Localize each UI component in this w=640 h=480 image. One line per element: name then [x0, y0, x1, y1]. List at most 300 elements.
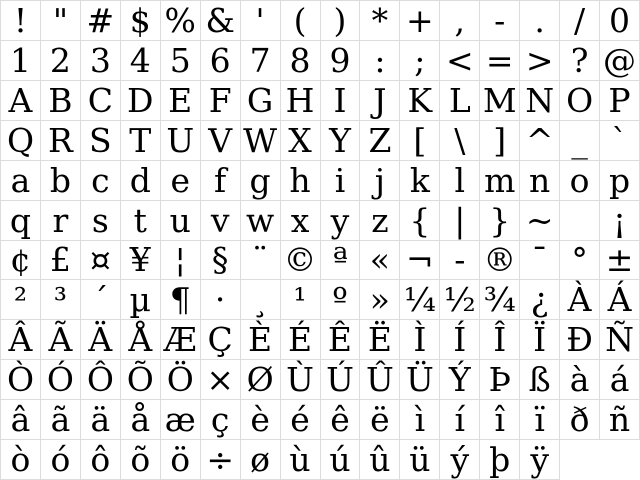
glyph-cell[interactable] — [281, 320, 321, 360]
glyph-cell[interactable] — [241, 121, 281, 161]
glyph-cell[interactable] — [321, 440, 361, 480]
glyph-cell[interactable] — [281, 41, 321, 81]
glyph-cell[interactable] — [41, 320, 81, 360]
glyph-cell[interactable] — [480, 1, 520, 41]
glyph-cell[interactable] — [281, 81, 321, 121]
glyph: ß — [528, 360, 551, 400]
glyph: ð — [569, 400, 590, 440]
glyph-cell[interactable] — [1, 280, 41, 320]
glyph: 6 — [209, 40, 231, 80]
glyph-cell[interactable] — [121, 81, 161, 121]
glyph: ª — [332, 240, 348, 280]
glyph-cell[interactable] — [480, 201, 520, 241]
glyph: ½ — [443, 280, 476, 320]
glyph-cell[interactable] — [121, 1, 161, 41]
glyph-cell[interactable] — [560, 1, 600, 41]
glyph-cell[interactable] — [161, 161, 201, 201]
glyph-cell[interactable] — [480, 440, 520, 480]
glyph-cell[interactable] — [161, 280, 201, 320]
glyph-cell[interactable] — [161, 241, 201, 281]
glyph: y — [330, 200, 350, 240]
glyph-cell[interactable] — [1, 241, 41, 281]
glyph-cell[interactable] — [201, 320, 241, 360]
glyph: 2 — [49, 40, 71, 80]
glyph: Æ — [163, 320, 197, 360]
glyph: O — [566, 80, 594, 120]
glyph-cell[interactable] — [281, 280, 321, 320]
glyph-cell[interactable] — [161, 41, 201, 81]
glyph: « — [369, 240, 390, 280]
glyph: T — [129, 120, 152, 160]
glyph-cell[interactable] — [81, 280, 121, 320]
glyph-cell[interactable] — [81, 440, 121, 480]
glyph-cell[interactable] — [1, 41, 41, 81]
glyph-cell[interactable] — [560, 121, 600, 161]
glyph-cell[interactable] — [400, 400, 440, 440]
glyph: Ü — [405, 360, 434, 400]
glyph-cell[interactable] — [600, 41, 640, 81]
glyph-cell[interactable] — [1, 400, 41, 440]
glyph-cell[interactable] — [400, 41, 440, 81]
glyph-cell[interactable] — [400, 201, 440, 241]
glyph-cell[interactable] — [440, 201, 480, 241]
glyph: t — [133, 200, 147, 240]
glyph-cell[interactable] — [480, 81, 520, 121]
glyph-cell[interactable] — [520, 201, 560, 241]
glyph-cell[interactable] — [360, 81, 400, 121]
glyph-cell[interactable] — [81, 241, 121, 281]
glyph-cell[interactable] — [81, 121, 121, 161]
glyph-cell[interactable] — [400, 280, 440, 320]
glyph: ¨ — [251, 240, 269, 280]
glyph-cell[interactable] — [201, 161, 241, 201]
glyph: & — [205, 1, 235, 40]
glyph-cell[interactable] — [321, 241, 361, 281]
glyph-cell[interactable] — [560, 280, 600, 320]
glyph: - — [454, 240, 466, 280]
glyph-cell[interactable] — [520, 280, 560, 320]
glyph: [ — [413, 120, 427, 160]
glyph: ¸ — [251, 280, 269, 320]
glyph: ö — [170, 440, 191, 480]
glyph-cell[interactable] — [1, 161, 41, 201]
glyph-cell[interactable] — [560, 241, 600, 281]
glyph-cell[interactable] — [41, 161, 81, 201]
glyph-cell[interactable] — [400, 81, 440, 121]
glyph-cell[interactable] — [241, 241, 281, 281]
glyph: ý — [450, 440, 470, 480]
glyph-cell[interactable] — [440, 241, 480, 281]
glyph: A — [8, 80, 33, 120]
glyph-cell[interactable] — [81, 81, 121, 121]
empty-area — [600, 440, 640, 480]
glyph: Þ — [488, 360, 511, 400]
glyph: B — [48, 80, 73, 120]
glyph-cell[interactable] — [321, 400, 361, 440]
glyph: + — [406, 1, 434, 40]
glyph-cell[interactable] — [81, 1, 121, 41]
glyph-cell[interactable] — [321, 280, 361, 320]
glyph-cell[interactable] — [520, 360, 560, 400]
glyph-cell[interactable] — [520, 241, 560, 281]
glyph-cell[interactable] — [440, 280, 480, 320]
glyph-cell[interactable] — [600, 280, 640, 320]
glyph-cell[interactable] — [520, 320, 560, 360]
glyph: ¡ — [612, 200, 627, 240]
glyph-cell[interactable] — [360, 241, 400, 281]
glyph-cell[interactable] — [121, 400, 161, 440]
glyph-cell[interactable] — [161, 201, 201, 241]
glyph-cell[interactable] — [241, 280, 281, 320]
glyph-cell[interactable] — [600, 1, 640, 41]
glyph-cell[interactable] — [241, 161, 281, 201]
glyph-cell[interactable] — [400, 440, 440, 480]
glyph: p — [608, 160, 631, 200]
glyph-cell[interactable] — [600, 400, 640, 440]
glyph-cell[interactable] — [440, 1, 480, 41]
glyph-cell[interactable] — [1, 320, 41, 360]
glyph-cell[interactable] — [480, 161, 520, 201]
glyph: æ — [164, 400, 196, 440]
glyph-cell[interactable] — [161, 81, 201, 121]
glyph-cell[interactable] — [440, 161, 480, 201]
glyph-cell[interactable] — [1, 360, 41, 400]
glyph-cell[interactable] — [121, 280, 161, 320]
glyph-cell[interactable] — [161, 121, 201, 161]
glyph: ê — [330, 400, 350, 440]
glyph: é — [290, 400, 310, 440]
glyph: ® — [483, 240, 517, 280]
glyph-cell[interactable] — [281, 1, 321, 41]
glyph-cell[interactable] — [41, 121, 81, 161]
glyph: s — [91, 200, 109, 240]
glyph: É — [287, 320, 313, 360]
glyph-cell[interactable] — [201, 201, 241, 241]
glyph: 0 — [609, 1, 631, 40]
glyph: b — [49, 160, 71, 200]
glyph: ± — [605, 240, 634, 280]
glyph: # — [86, 1, 115, 40]
glyph-cell[interactable] — [281, 201, 321, 241]
glyph: a — [10, 160, 31, 200]
glyph-cell[interactable] — [41, 360, 81, 400]
glyph: Ù — [286, 360, 314, 400]
glyph-cell[interactable] — [201, 121, 241, 161]
glyph-cell[interactable] — [161, 320, 201, 360]
glyph-cell[interactable] — [321, 360, 361, 400]
glyph-cell[interactable] — [360, 41, 400, 81]
glyph: ï — [534, 400, 545, 440]
glyph-cell[interactable] — [360, 121, 400, 161]
glyph-cell[interactable] — [41, 400, 81, 440]
glyph-cell[interactable] — [360, 400, 400, 440]
glyph-cell[interactable] — [600, 360, 640, 400]
glyph-cell[interactable] — [121, 201, 161, 241]
glyph-cell[interactable] — [321, 121, 361, 161]
glyph-cell[interactable] — [560, 360, 600, 400]
glyph: N — [525, 80, 555, 120]
glyph: ç — [210, 400, 230, 440]
glyph: ¾ — [483, 280, 516, 320]
glyph-cell[interactable] — [121, 41, 161, 81]
glyph: Ö — [166, 360, 194, 400]
glyph-cell[interactable] — [440, 81, 480, 121]
glyph: h — [289, 160, 311, 200]
glyph-cell[interactable] — [41, 280, 81, 320]
glyph-cell[interactable] — [201, 400, 241, 440]
glyph-cell[interactable] — [281, 161, 321, 201]
glyph-cell[interactable] — [520, 1, 560, 41]
glyph-cell[interactable] — [121, 241, 161, 281]
glyph-cell[interactable] — [560, 320, 600, 360]
glyph: G — [246, 80, 274, 120]
glyph: Ë — [367, 320, 392, 360]
glyph-cell[interactable] — [560, 81, 600, 121]
glyph: ì — [414, 400, 426, 440]
glyph-cell[interactable] — [440, 320, 480, 360]
glyph-cell[interactable] — [241, 360, 281, 400]
glyph-cell[interactable] — [400, 320, 440, 360]
glyph-cell[interactable] — [440, 400, 480, 440]
glyph: ] — [493, 120, 507, 160]
glyph-cell[interactable] — [281, 121, 321, 161]
glyph-cell[interactable] — [81, 360, 121, 400]
glyph-cell[interactable] — [281, 360, 321, 400]
glyph-cell[interactable] — [201, 360, 241, 400]
glyph: } — [489, 200, 511, 240]
glyph-cell[interactable] — [241, 201, 281, 241]
glyph: º — [332, 280, 348, 320]
glyph-cell[interactable] — [201, 41, 241, 81]
glyph-cell[interactable] — [360, 1, 400, 41]
glyph-cell[interactable] — [480, 121, 520, 161]
glyph: · — [214, 280, 226, 320]
glyph-cell[interactable] — [41, 201, 81, 241]
glyph: Î — [493, 320, 507, 360]
glyph-cell[interactable] — [360, 320, 400, 360]
glyph-cell[interactable] — [41, 241, 81, 281]
glyph-cell[interactable] — [600, 121, 640, 161]
glyph-cell[interactable] — [1, 121, 41, 161]
glyph: Ú — [326, 360, 354, 400]
glyph-cell[interactable] — [600, 81, 640, 121]
glyph-cell[interactable] — [81, 161, 121, 201]
glyph-cell[interactable] — [600, 161, 640, 201]
glyph-cell[interactable] — [121, 440, 161, 480]
glyph: × — [206, 360, 234, 400]
glyph: ¯ — [531, 240, 548, 280]
glyph: E — [168, 80, 193, 120]
glyph-cell[interactable] — [600, 320, 640, 360]
glyph-cell[interactable] — [321, 1, 361, 41]
glyph-cell[interactable] — [241, 1, 281, 41]
glyph: Y — [329, 120, 351, 160]
glyph-cell[interactable] — [480, 360, 520, 400]
glyph: ò — [10, 440, 31, 480]
glyph: ¶ — [169, 280, 191, 320]
glyph: õ — [130, 440, 151, 480]
glyph-cell[interactable] — [560, 400, 600, 440]
glyph: Ê — [327, 320, 353, 360]
glyph-cell[interactable] — [321, 320, 361, 360]
glyph: X — [288, 120, 312, 160]
glyph: S — [89, 120, 112, 160]
glyph: ^ — [525, 120, 554, 160]
glyph-cell[interactable] — [520, 121, 560, 161]
glyph: 8 — [289, 40, 311, 80]
glyph: ÷ — [206, 440, 234, 480]
glyph-cell[interactable] — [201, 440, 241, 480]
glyph: â — [10, 400, 31, 440]
glyph-cell[interactable] — [360, 440, 400, 480]
glyph-cell[interactable] — [121, 161, 161, 201]
glyph-cell[interactable] — [520, 41, 560, 81]
glyph: ã — [50, 400, 71, 440]
glyph: < — [445, 40, 474, 80]
glyph: q — [9, 200, 32, 240]
glyph: ø — [250, 440, 271, 480]
glyph: Ó — [46, 360, 74, 400]
glyph: ³ — [53, 280, 68, 320]
glyph: C — [87, 80, 113, 120]
glyph-cell[interactable] — [360, 360, 400, 400]
glyph-cell[interactable] — [241, 440, 281, 480]
glyph-cell[interactable] — [1, 81, 41, 121]
glyph-cell[interactable] — [321, 201, 361, 241]
glyph-cell[interactable] — [440, 121, 480, 161]
glyph: _ — [571, 120, 588, 160]
glyph: c — [91, 160, 110, 200]
glyph-cell[interactable] — [41, 1, 81, 41]
glyph-cell[interactable] — [480, 400, 520, 440]
glyph: ÿ — [530, 440, 549, 480]
glyph: Ò — [6, 360, 34, 400]
glyph-cell[interactable] — [201, 280, 241, 320]
glyph-cell[interactable] — [81, 320, 121, 360]
glyph-cell[interactable] — [41, 41, 81, 81]
glyph: 3 — [89, 40, 111, 80]
glyph: 7 — [249, 40, 271, 80]
glyph-cell[interactable] — [81, 201, 121, 241]
glyph-cell[interactable] — [161, 400, 201, 440]
glyph: 1 — [9, 40, 31, 80]
glyph-cell[interactable] — [520, 440, 560, 480]
glyph-cell[interactable] — [281, 241, 321, 281]
glyph: Û — [366, 360, 394, 400]
glyph-cell[interactable] — [480, 241, 520, 281]
glyph: K — [407, 80, 433, 120]
glyph-cell[interactable] — [121, 360, 161, 400]
glyph: , — [454, 1, 466, 40]
glyph-cell[interactable] — [560, 41, 600, 81]
glyph-cell[interactable] — [121, 121, 161, 161]
glyph-cell[interactable] — [161, 1, 201, 41]
glyph-cell[interactable] — [321, 161, 361, 201]
glyph-cell[interactable] — [440, 41, 480, 81]
glyph: \ — [454, 120, 466, 160]
glyph: Ý — [448, 360, 471, 400]
glyph: m — [484, 160, 516, 200]
glyph-cell[interactable] — [281, 400, 321, 440]
glyph-cell[interactable] — [480, 320, 520, 360]
glyph-cell[interactable] — [1, 440, 41, 480]
glyph-cell[interactable] — [321, 81, 361, 121]
glyph: ² — [13, 280, 28, 320]
glyph-cell[interactable] — [400, 241, 440, 281]
glyph-cell[interactable] — [480, 41, 520, 81]
glyph: Å — [128, 320, 153, 360]
glyph: £ — [49, 240, 71, 280]
glyph-cell[interactable] — [201, 81, 241, 121]
empty-area — [560, 440, 600, 480]
glyph: L — [448, 80, 471, 120]
glyph-cell[interactable] — [321, 41, 361, 81]
glyph: W — [243, 120, 278, 160]
glyph-cell[interactable] — [520, 161, 560, 201]
glyph: Í — [453, 320, 467, 360]
glyph-cell[interactable] — [41, 440, 81, 480]
glyph-cell[interactable] — [600, 201, 640, 241]
glyph-cell[interactable] — [241, 81, 281, 121]
glyph: ù — [289, 440, 311, 480]
glyph-cell[interactable] — [81, 41, 121, 81]
glyph-cell[interactable] — [400, 161, 440, 201]
glyph-cell[interactable] — [600, 241, 640, 281]
glyph: ¢ — [9, 240, 31, 280]
glyph-cell[interactable] — [81, 400, 121, 440]
glyph-cell[interactable] — [241, 400, 281, 440]
glyph-cell[interactable] — [1, 201, 41, 241]
glyph-cell[interactable] — [520, 400, 560, 440]
glyph: ' — [255, 1, 265, 40]
glyph: Ç — [207, 320, 233, 360]
glyph-cell[interactable] — [400, 360, 440, 400]
glyph-cell[interactable] — [241, 41, 281, 81]
glyph-cell[interactable] — [360, 280, 400, 320]
glyph-cell[interactable] — [201, 1, 241, 41]
glyph-cell[interactable] — [121, 320, 161, 360]
glyph-cell[interactable] — [41, 81, 81, 121]
glyph: { — [409, 200, 431, 240]
glyph: » — [369, 280, 390, 320]
glyph: Ô — [86, 360, 114, 400]
glyph-cell[interactable] — [400, 121, 440, 161]
glyph: / — [574, 1, 586, 40]
glyph: I — [333, 80, 347, 120]
glyph: ¼ — [403, 280, 436, 320]
glyph: : — [374, 40, 386, 80]
glyph-cell[interactable] — [520, 81, 560, 121]
glyph-cell[interactable] — [440, 440, 480, 480]
glyph: U — [166, 120, 195, 160]
glyph: Ã — [48, 320, 73, 360]
glyph-cell[interactable] — [161, 440, 201, 480]
glyph-cell[interactable] — [400, 1, 440, 41]
glyph-cell[interactable] — [241, 320, 281, 360]
glyph-cell[interactable] — [440, 360, 480, 400]
glyph-cell[interactable] — [360, 201, 400, 241]
glyph: f — [214, 160, 227, 200]
glyph-cell[interactable] — [360, 161, 400, 201]
glyph: ë — [370, 400, 390, 440]
glyph-cell[interactable] — [161, 360, 201, 400]
glyph-cell[interactable] — [480, 280, 520, 320]
glyph-cell[interactable] — [281, 440, 321, 480]
glyph-cell[interactable] — [560, 201, 600, 241]
glyph-cell[interactable] — [1, 1, 41, 41]
glyph-cell[interactable] — [201, 241, 241, 281]
glyph-cell[interactable] — [560, 161, 600, 201]
